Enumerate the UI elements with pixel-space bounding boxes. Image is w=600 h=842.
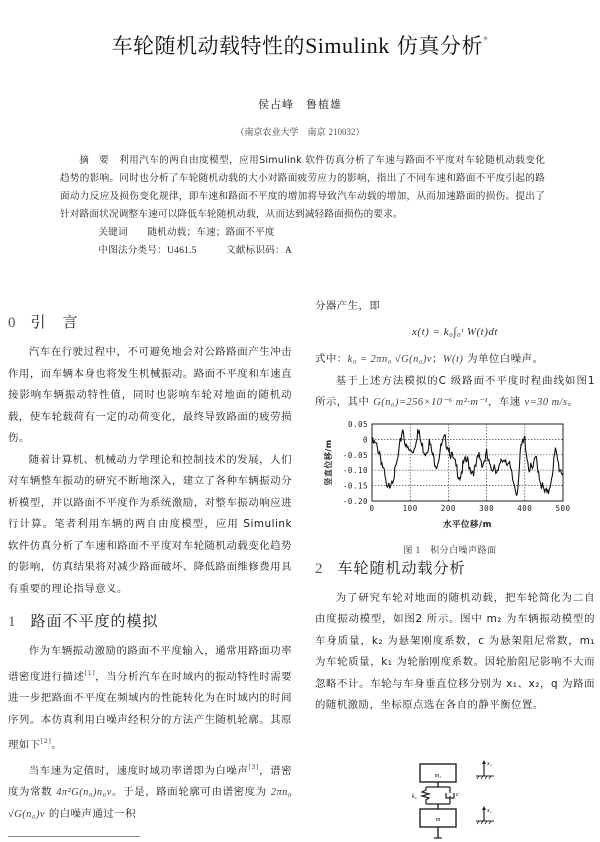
section-number: 1 [8,614,17,630]
equation-integral: x(t) = k₀∫₀ᵗ W(t)dt [412,325,498,338]
section-heading-intro [8,309,292,336]
y-tick-label: -0.05 [342,450,368,460]
authors: 侯占峰 鲁植雄 [258,98,342,111]
figure1-intro-paragraph [315,371,595,414]
left-column [8,305,292,825]
y-axis-label: 竖直位移/m [324,438,333,486]
k2-label: k₂ [412,794,417,800]
figure-1-caption [315,540,585,563]
damper-icon [446,787,454,804]
x-tick-label: 400 [517,503,533,513]
affiliation-zip: 210032） [328,127,365,137]
caption-text: 积分白噪声路面 [430,546,497,556]
text-run: ，车速 [488,396,525,408]
math-inline: G(n₀)=256×10⁻⁶ m²·m⁻¹ [373,397,489,408]
y-tick-label: -0.20 [342,496,368,506]
section-title: 路面不平度的模拟 [30,612,159,630]
title-zh-prefix: 车轮随机动载特性的 [111,34,306,58]
paper-title [0,30,600,60]
c-label: c [456,792,459,798]
where-clause [315,349,595,371]
citation-ref: [3] [248,762,260,771]
text-run: 当车速为定值时，速度时域功率谱即为白噪声 [28,764,249,777]
text-run: 式中： [315,353,348,365]
math-inline: W(t) [442,354,464,365]
text-run: ，谱密度为常数 [8,764,293,798]
right-column [315,296,595,717]
road-profile-chart [315,414,585,532]
text-run: 为单位白噪声。 [463,353,544,365]
s1-paragraph-1 [8,641,292,757]
section-title: 车轮随机动载分析 [337,558,466,577]
section-heading-1 [8,608,292,635]
section-title: 引 言 [30,313,79,331]
continued-text: 分器产生，即 [315,300,381,312]
s1-paragraph-2 [8,757,292,826]
intro-paragraph-2: 随着计算机、机械动力学理论和控制技术的发展，人们对车辆整车振动的研究不断地深入，建立了各种车辆振动分析模型，并以路面不平度作为系统激励，对整车振动响应进行计算。笔者利用车辆的两自由度模型，应用 Simulink 软件仿真分析了车速和路面不平度对车轮随机动载变化趋势的影响，仿真结果将对减少路面破坏、降低路面维修费用具有重要的理论指导意义。 [8,453,292,595]
abstract-body [60,152,545,224]
text-run: 。于是，路面轮廓可由谱密度为 [111,786,271,798]
math-inline: k₀ = 2πn₀ √G(n₀)v [347,354,432,365]
keywords [60,224,545,242]
m2-label: m₂ [434,773,442,779]
text-run: 基于上述方法模拟的C 级路面不平度时程曲线如图1 所示，其中 [315,374,595,408]
x-tick-label: 0 [369,503,375,513]
text-run: 。 [567,396,579,408]
section-number: 2 [315,560,324,577]
text-run: ； [431,353,443,365]
figure-1 [315,414,585,556]
figure-2-two-dof-model [398,758,508,842]
title-zh-suffix: 仿真分析 [389,34,483,58]
affiliation [0,125,600,138]
y-tick-label: 0.05 [347,419,368,429]
intro-paragraph-1: 汽车在行驶过程中，不可避免地会对公路路面产生冲击作用，而车辆本身也将发生机械振动。路面不平度和车速直接影响车辆振动特性值，同时也影响车轮对地面的随机动载，使车轮载荷有一定的动荷变化，最终导致路面的疲劳损伤。 [8,346,292,444]
y-tick-label: -0.15 [342,481,368,491]
x-tick-label: 500 [555,503,571,513]
x-tick-label: 100 [402,503,418,513]
text-run: 。 [51,739,63,751]
text-run: 作为车辆振动激励的路面不平度输入，通常用路面功率谱密度进行描述 [8,645,292,683]
x2-label: x₂ [487,761,492,767]
s2-paragraph-1: 为了研究车轮对地面的随机动载，把车轮简化为二自由度振动模型，如图2 所示。图中 m₂ 为车辆振动模型的车身质量，k₂ 为悬架刚度系数，c 为悬架阻尼常数，m₁ 为车轮质量，k₁ 为轮胎刚度系数。因轮胎阻尼影响不大而忽略不计。车轮与车身垂直位移分别为 x₁、x₂，q 为路面的随机激励，坐标原点选在各自的静平衡位置。 [315,591,595,711]
x-axis-label: 水平位移/m [443,519,492,530]
y-tick-label: -0.10 [342,465,368,475]
caption-number: 图 1 [403,545,421,555]
citation-ref: [2] [40,737,52,745]
y-tick-label: 0 [362,434,368,444]
affiliation-org: （南京农业大学 南京 [235,128,326,138]
citation-ref: [1] [84,668,96,677]
math-inline: v=30 m/s [524,397,568,408]
x-tick-label: 200 [440,503,456,513]
footnote-rule [8,836,140,837]
math-inline: 4π²G(n₀)n₀v [56,787,112,798]
math-inline: 2πn₀ √G(n₀)v [8,787,292,820]
title-latin: Simulink [305,33,390,58]
spring-icon [422,787,429,804]
clc-label: 中图法分类号： [98,245,167,256]
text-run: ，当分析汽车在时域内的振动特性时需要进一步把路面不平度在频域内的性能转化为在时域内的时间序列。本仿真利用白噪声经积分的方法产生随机轮廓。其原理如下 [8,670,293,751]
section-number: 0 [8,315,17,331]
m1-label: m [435,817,441,823]
doc-code-label: 文献标识码： [226,245,285,256]
doc-code-value: A [284,245,292,256]
keywords-label: 关键词 [98,227,128,238]
clc-value: U461.5 [166,245,197,256]
keywords-value: 随机动载；车速；路面不平度 [147,227,275,238]
text-run: 的白噪声通过一积 [45,807,136,820]
x-tick-label: 300 [479,503,495,513]
abstract-label: 摘 要 [79,155,110,166]
classification [60,242,545,260]
title-footnote-mark: * [482,35,489,46]
abstract-text: 利用汽车的两自由度模型，应用Simulink 软件仿真分析了车速与路面不平度对车轮随机动载变化趋势的影响。同时也分析了车轮随机动载的大小对路面疲劳应力的影响，指出了不同车速和路面不平度引起的路面动力反应及损伤变化规律，即车速和路面不平度的增加将导致汽车动载的增加，从而加速路面的损伤。提出了针对路面状况调整车速可以降低车轮随机动载，从而达到减轻路面损伤的要求。 [60,155,545,220]
x1-label: x₁ [487,808,492,814]
abstract [60,152,545,260]
plot-area [372,424,563,501]
